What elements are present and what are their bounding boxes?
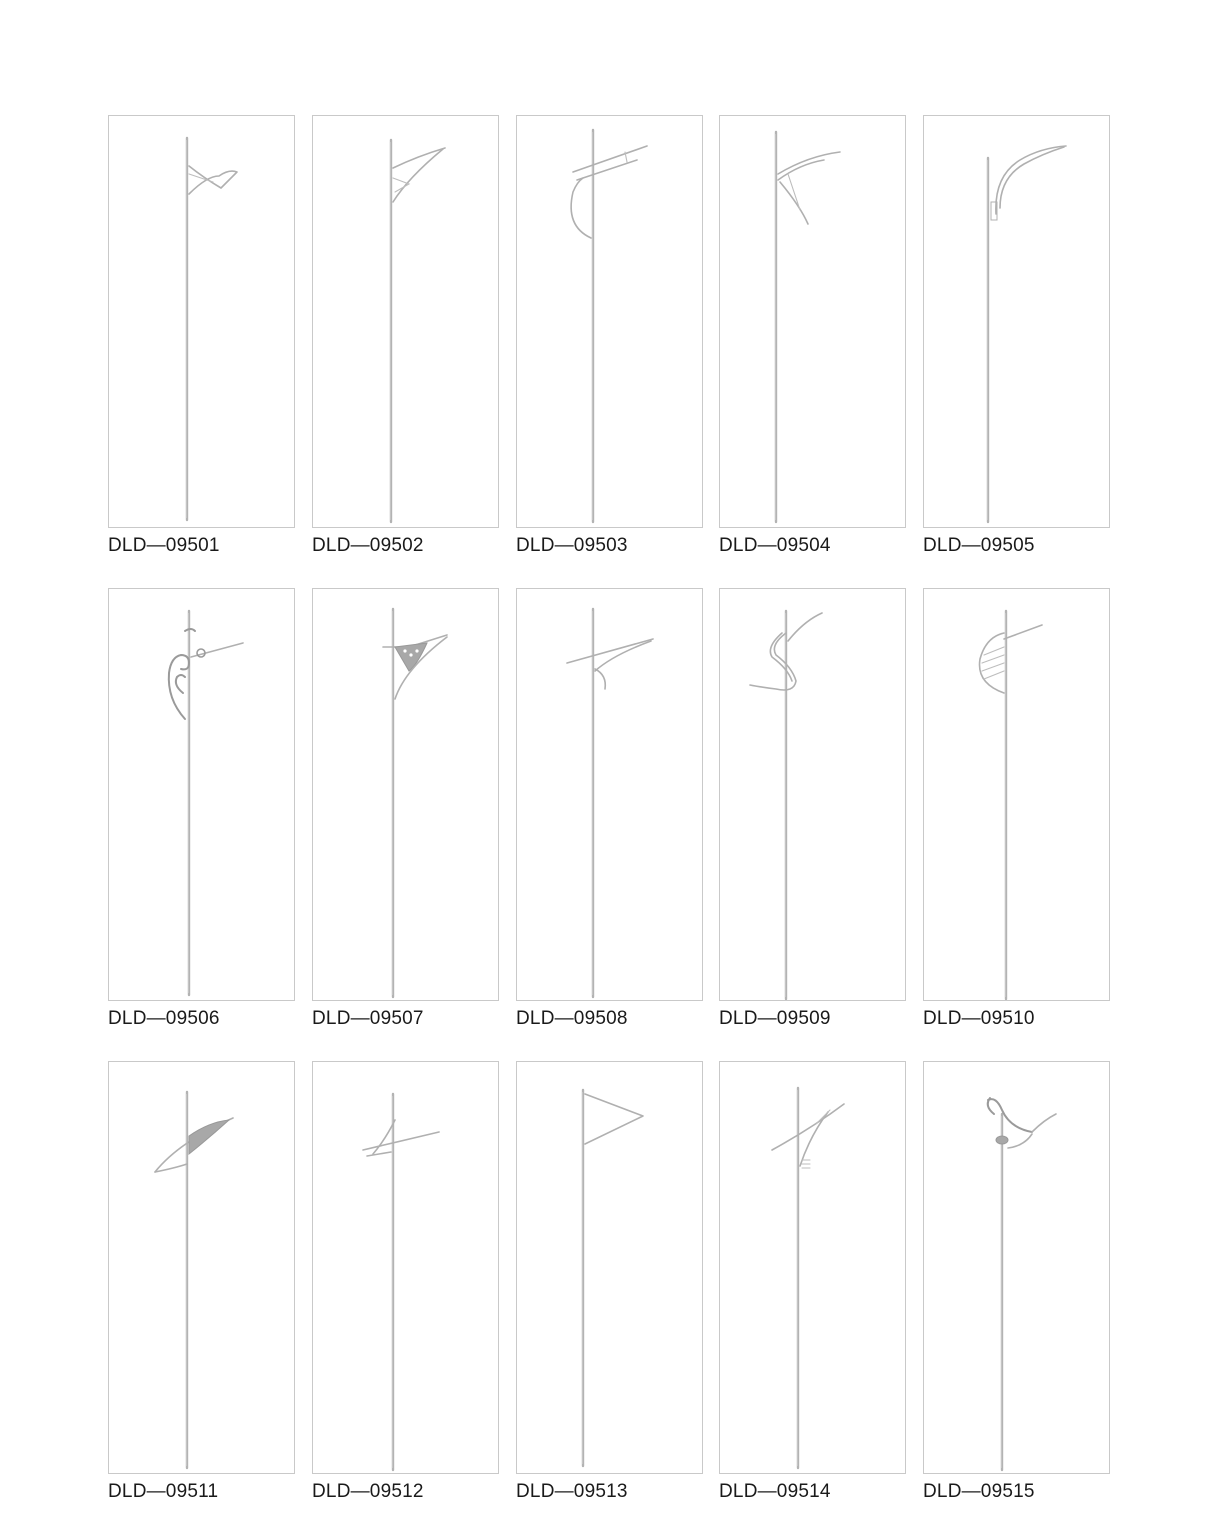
product-code: DLD—09505 [923,535,1035,556]
product-drawing-frame [719,588,906,1001]
product-drawing-frame [108,115,295,528]
product-drawing-frame [719,1061,906,1474]
product-drawing-frame [923,588,1110,1001]
street-light-pole-drawing [517,116,702,527]
street-light-pole-drawing [720,116,905,527]
product-code: DLD—09507 [312,1008,424,1029]
product-code: DLD—09510 [923,1008,1035,1029]
product-code: DLD—09511 [108,1481,219,1502]
street-light-pole-drawing [109,1062,294,1473]
product-drawing-frame [923,1061,1110,1474]
product-code: DLD—09501 [108,535,220,556]
product-code: DLD—09506 [108,1008,220,1029]
product-drawing-frame [516,588,703,1001]
street-light-pole-drawing [109,589,294,1000]
street-light-pole-drawing [313,116,498,527]
street-light-pole-drawing [313,1062,498,1473]
product-code: DLD—09502 [312,535,424,556]
street-light-pole-drawing [517,1062,702,1473]
street-light-pole-drawing [720,589,905,1000]
product-code: DLD—09512 [312,1481,424,1502]
street-light-pole-drawing [924,589,1109,1000]
product-code: DLD—09503 [516,535,628,556]
product-drawing-frame [312,588,499,1001]
product-code: DLD—09508 [516,1008,628,1029]
product-code: DLD—09514 [719,1481,831,1502]
product-drawing-frame [108,1061,295,1474]
product-code: DLD—09509 [719,1008,831,1029]
product-code: DLD—09515 [923,1481,1035,1502]
product-drawing-frame [108,588,295,1001]
street-light-pole-drawing [924,116,1109,527]
product-drawing-frame [312,115,499,528]
street-light-pole-drawing [109,116,294,527]
street-light-pole-drawing [517,589,702,1000]
street-light-pole-drawing [924,1062,1109,1473]
product-drawing-frame [516,1061,703,1474]
product-code: DLD—09513 [516,1481,628,1502]
street-light-pole-drawing [313,589,498,1000]
product-drawing-frame [312,1061,499,1474]
product-drawing-frame [719,115,906,528]
product-drawing-frame [516,115,703,528]
street-light-pole-drawing [720,1062,905,1473]
product-code: DLD—09504 [719,535,831,556]
product-drawing-frame [923,115,1110,528]
